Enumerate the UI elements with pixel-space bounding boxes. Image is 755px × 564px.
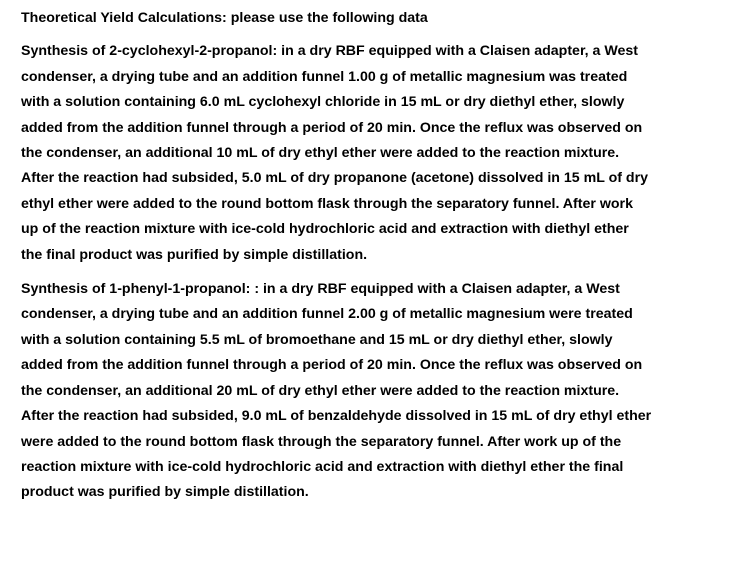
text-line: condenser, a drying tube and an addition funnel 1.00 g of metallic magnesium was treated [21,68,628,85]
text-line: condenser, a drying tube and an addition funnel 2.00 g of metallic magnesium were treated [21,306,633,323]
paragraph-synthesis-cyclohexyl-propanol [21,39,743,268]
text-line: the condenser, an additional 10 mL of dry ethyl ether were added to the reaction mixture. [21,145,620,162]
text-line: Synthesis of 1-phenyl-1-propanol: : in a dry RBF equipped with a Claisen adapter, a West [21,281,620,298]
text-line: product was purified by simple distillation. [21,484,309,501]
text-line: added from the addition funnel through a period of 20 min. Once the reflux was observed on [21,119,643,136]
text-line: the condenser, an additional 20 mL of dry ethyl ether were added to the reaction mixture. [21,382,620,399]
text-line: with a solution containing 5.5 mL of bromoethane and 15 mL or dry diethyl ether, slowly [21,331,613,348]
text-line: up of the reaction mixture with ice-cold hydrochloric acid and extraction with diethyl ether [21,221,629,238]
text-line: added from the addition funnel through a period of 20 min. Once the reflux was observed on [21,357,643,374]
text-line: the final product was purified by simple distillation. [21,246,368,263]
text-line: After the reaction had subsided, 9.0 mL of benzaldehyde dissolved in 15 mL of dry ethyl ether [21,408,652,425]
text-line: Synthesis of 2-cyclohexyl-2-propanol: in a dry RBF equipped with a Claisen adapter, a West [21,43,639,60]
paragraph-synthesis-phenyl-propanol [21,277,743,506]
text-line: with a solution containing 6.0 mL cyclohexyl chloride in 15 mL or dry diethyl ether, slowly [21,94,625,111]
text-line: were added to the round bottom flask through the separatory funnel. After work up of the [21,433,622,450]
text-line: After the reaction had subsided, 5.0 mL of dry propanone (acetone) dissolved in 15 mL of dry [21,170,648,187]
text-line: ethyl ether were added to the round bottom flask through the separatory funnel. After work [21,195,633,212]
document-title: Theoretical Yield Calculations: please use the following data [21,10,428,26]
text-line: reaction mixture with ice-cold hydrochloric acid and extraction with diethyl ether the final [21,458,624,475]
document [21,6,743,515]
